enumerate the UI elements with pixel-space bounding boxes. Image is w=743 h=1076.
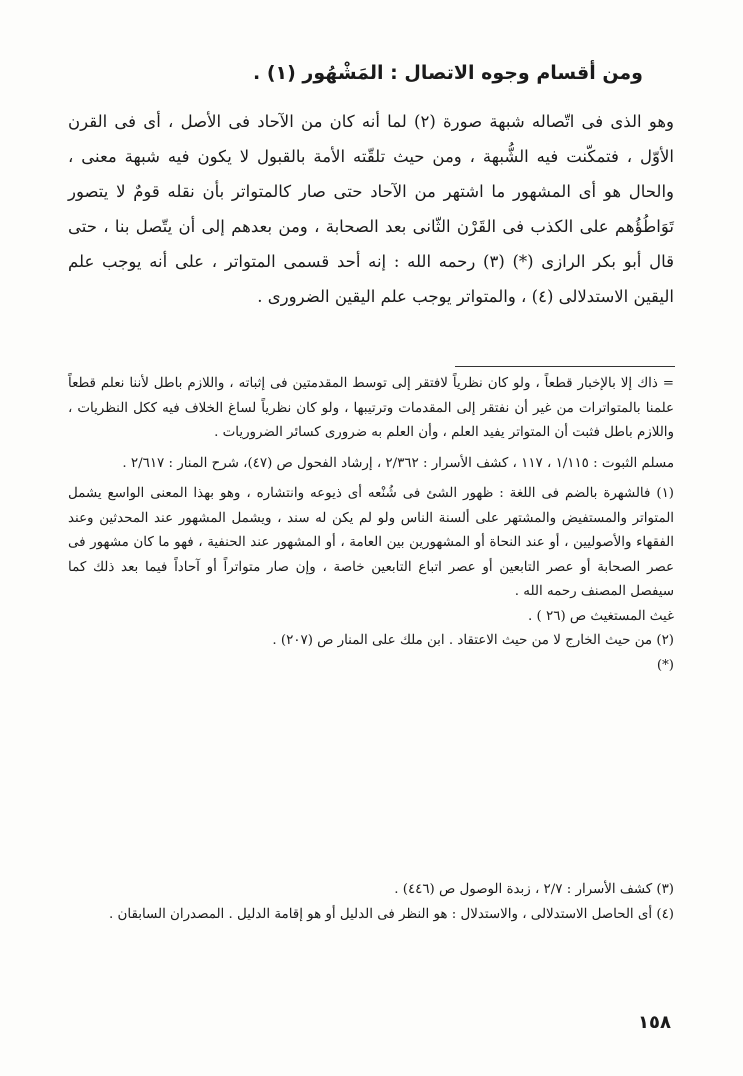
footnote-1: (١) فالشهرة بالضم فى اللغة : ظهور الشئ فى شُنْعه أى ذيوعه وانتشاره ، وهو بهذا المعنى الواسع يشمل المتواتر والمستفيض والمشتهر على ألسنة الناس ولو لم يكن له سند ، ويشمل المشهور عند المحدثين وعند الفقهاء والأصوليين ، أو عند النحاة أو المشهورين بين العامة ، أو المشهور عند الحنفية ، فهو ما كان مشهور فى عصر الصحابة أو عصر التابعين أو عصر اتباع التابعين خاصة ، وإن صار متواتراً أو آحاداً فيما بعد ذلك كما سيفصل المصنف رحمه الله . <box>68 486 674 599</box>
footnote-references: مسلم الثبوت : ١/١١٥ ، ١١٧ ، كشف الأسرار : ٢/٣٦٢ ، إرشاد الفحول ص (٤٧)، شرح المنار : ٢/٦١٧ . <box>122 455 674 471</box>
footnote-3: (٣) كشف الأسرار : ٢/٧ ، زبدة الوصول ص (٤٤٦) . <box>394 882 674 897</box>
footnote-star: (*) <box>656 657 674 673</box>
footnote-2: (٢) من حيث الخارج لا من حيث الاعتقاد . ابن ملك على المنار ص (٢٠٧) . <box>272 633 674 648</box>
section-heading: ومن أقسام وجوه الاتصال : المَشْهُور (١) . <box>252 62 643 84</box>
main-text <box>68 104 674 314</box>
footnotes-top <box>68 372 674 678</box>
footnote-4: (٤) أى الحاصل الاستدلالى ، والاستدلال : هو النظر فى الدليل أو هو إقامة الدليل . المصدران السابقان . <box>109 906 674 922</box>
footnote-continued: = ذاك إلا بالإخبار قطعاً ، ولو كان نظرياً لافتقر إلى توسط المقدمتين فى إثباته ، واللازم باطل لأننا نعلم قطعاً علمنا بالمتواترات من غير أن نفتقر إلى المقدمات وترتيبها ، ولو كان نظرياً لساغ الخلاف فيه ككل النظريات ، واللازم باطل فثبت أن المتواتر يفيد العلم ، وأن العلم به ضرورى كسائر الضروريات . <box>68 376 674 440</box>
footnote-separator <box>455 366 675 367</box>
footnotes-bottom <box>68 878 674 927</box>
page-number: ١٥٨ <box>638 1012 671 1033</box>
main-paragraph: وهو الذى فى اتّصاله شبهة صورة (٢) لما أنه كان من الآحاد فى الأصل ، أى فى القرن الأوّل ، فتمكّنت فيه الشُّبهة ، ومن حيث تلقّته الأمة بالقبول لا يكون فيه شبهة معنى ، والحال هو أى المشهور ما اشتهر من الآحاد حتى صار كالمتواتر بأن نقله قومٌ لا يتصور تَوَاطُؤُهم على الكذب فى القَرْن الثّانى بعد الصحابة ، ومن بعدهم إلى أن يتّصل بنا ، حتى قال أبو بكر الرازى (*) (٣) رحمه الله : إنه أحد قسمى المتواتر ، على أنه يوجب علم اليقين الاستدلالى (٤) ، والمتواتر يوجب علم اليقين الضرورى . <box>68 112 675 306</box>
footnote-1-source: غيث المستغيث ص (٢٦ ) . <box>528 608 674 624</box>
